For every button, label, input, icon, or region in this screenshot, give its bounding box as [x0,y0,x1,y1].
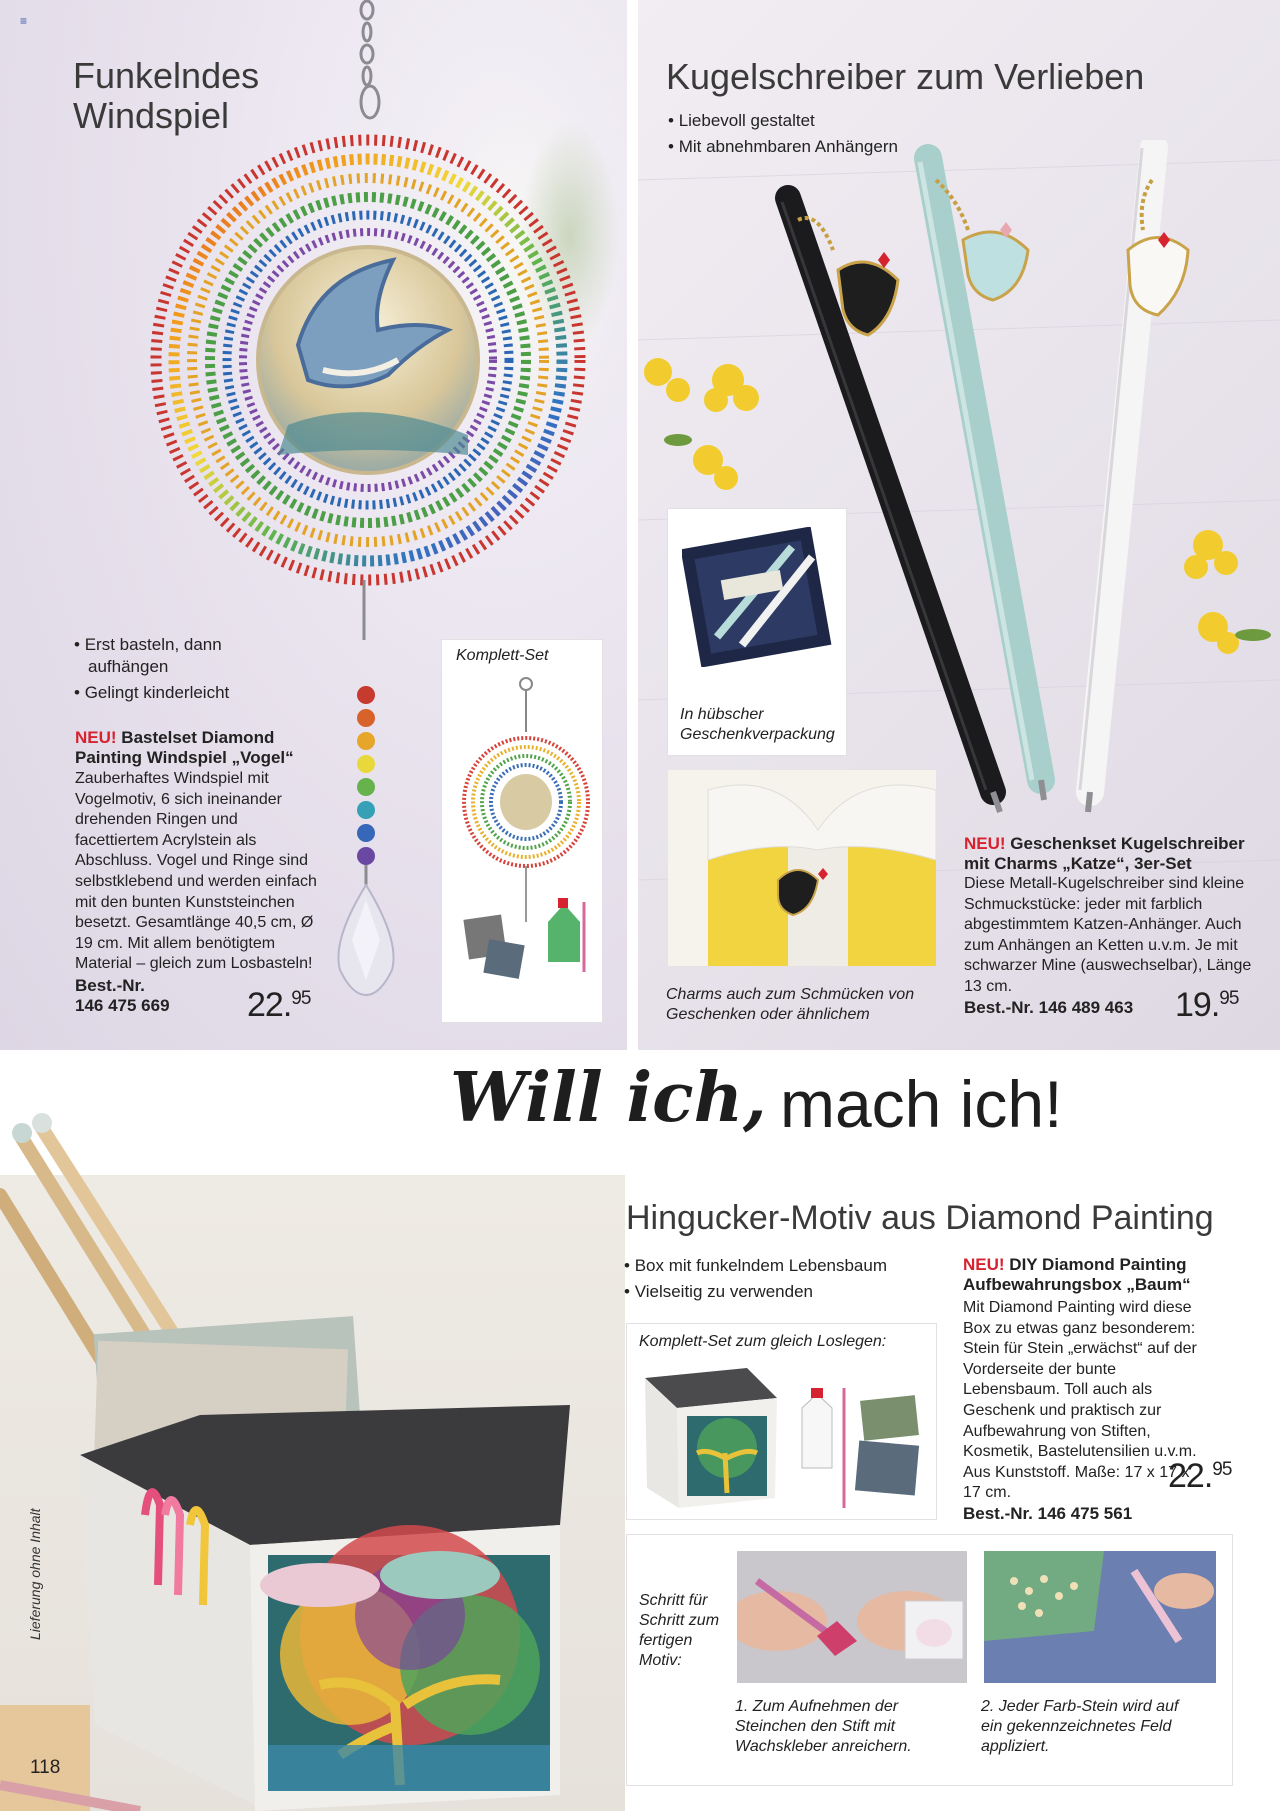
box-title: Hingucker-Motiv aus Diamond Painting [626,1199,1214,1237]
windspiel-title [73,56,259,136]
set-caption: Komplett-Set [456,647,549,664]
step1-photo [737,1551,967,1683]
set-contents-image [456,672,591,1012]
order-number: Best.-Nr. 146 489 463 [964,997,1134,1017]
storage-box-image [0,1025,625,1811]
product-name-text: DIY Diamond Painting Aufbewahrungsbox „Baum“ [963,1255,1191,1294]
steps-card [627,1535,1232,1785]
steps-intro: Schritt für Schritt zum fertigen Motiv: [639,1592,720,1669]
step2-image [984,1551,1216,1683]
pens-title: Kugelschreiber zum Verlieben [666,56,1145,97]
price-main: 22. [1168,1457,1213,1495]
box-set-contents-image [637,1358,929,1518]
packaging-caption: In hübscher Geschenkverpackung [680,706,835,743]
price-cents: 95 [291,988,311,1009]
order-label: Best.-Nr. [75,975,145,995]
windspiel-title-line2: Windspiel [73,95,230,136]
box-section [0,1175,625,1811]
product-description: Diese Metall-Kugelschreiber sind kleine Schmuckstücke: jeder mit farblich abgestimmtem Katzen-Anhänger. Auch zum Anhängen an Ketten u.v.m. Je mit schwarzer Mine (auswechselbar), Länge 13 cm. [964,875,1252,995]
product-description: Mit Diamond Painting wird diese Box zu etwas ganz besonderem: Stein für Stein „erwächst“ auf der Vorderseite der bunte Lebensbaum. Toll auch als Geschenk und praktisch zur Aufbewahrung von Stiften, Kosmetik, Bastelutensilien u.v.m. Aus Kunststoff. Maße: 17 x 17 x 17 cm. [963,1299,1197,1502]
new-badge: NEU! [75,728,117,747]
corner-mark: ≡ [20,14,28,28]
step1-image [737,1551,967,1683]
product-name [963,1255,1205,1295]
order-number: Best.-Nr. 146 475 561 [963,1503,1133,1523]
step1-text: 1. Zum Aufnehmen der Steinchen den Stift mit Wachskleber anreichern. [735,1698,912,1755]
side-note-wrapper [27,1508,47,1641]
windspiel-bullets [74,634,274,704]
bullet-item: • Erst basteln, dann aufhängen [74,634,274,678]
price-cents: 95 [1212,1459,1232,1480]
windspiel-set-card [442,640,602,1022]
pens-price [1175,986,1238,1025]
pens-bullets [668,108,898,160]
price-main: 19. [1175,986,1220,1024]
bullet-item: • Vielseitig zu verwenden [624,1279,887,1305]
box-bullets [624,1253,887,1305]
pens-section [638,0,1280,1050]
wind-spinner-image [148,125,588,640]
bullet-item: • Mit abnehmbaren Anhängern [668,134,898,160]
product-name-text: Bastelset Diamond Painting Windspiel „Vogel“ [75,728,294,767]
headline-script: Will ich, [450,1058,767,1138]
charms-caption: Charms auch zum Schmücken von Geschenken oder ähnlichem [666,986,915,1023]
gift-box-image [682,527,832,667]
box-price [1168,1457,1231,1496]
bullet-item: • Box mit funkelndem Lebensbaum [624,1253,887,1279]
new-badge: NEU! [964,834,1006,853]
product-name-text: Geschenkset Kugelschreiber mit Charms „Katze“, 3er-Set [964,834,1245,873]
charms-photo [668,770,936,966]
product-description: Zauberhaftes Windspiel mit Vogelmotiv, 6 sich ineinander drehenden Ringen und facettiertem Acrylstein als Abschluss. Vogel und Ringe sind selbstklebend und werden einfach mit den bunten Kunststeinchen besetzt. Gesamtlänge 40,5 cm, Ø 19 cm. Mit allem benötigtem Material – gleich zum Losbasteln! [75,770,317,973]
step2-text: 2. Jeder Farb-Stein wird auf ein gekennzeichnetes Feld appliziert. [981,1698,1179,1755]
crystal-drop-image [330,640,410,1000]
product-name [75,728,320,768]
price-main: 22. [247,986,292,1024]
windspiel-title-line1: Funkelndes [73,55,260,96]
gift-with-charm-image [668,770,936,966]
order-number: 146 475 669 [75,995,170,1015]
bullet-item: • Gelingt kinderleicht [74,682,274,704]
product-name [964,834,1254,874]
headline-plain: mach ich! [780,1067,1063,1141]
new-badge: NEU! [963,1255,1005,1274]
set-caption: Komplett-Set zum gleich Loslegen: [639,1333,887,1350]
windspiel-price [247,986,310,1025]
chain-image [340,0,400,130]
price-cents: 95 [1219,988,1239,1009]
windspiel-section [0,0,627,1050]
side-note: Lieferung ohne Inhalt [27,1508,43,1640]
bullet-item: • Liebevoll gestaltet [668,108,898,134]
box-set-card [627,1324,936,1519]
packaging-card [668,509,846,755]
windspiel-product-text [75,728,320,1016]
page-number: 118 [30,1757,61,1778]
step2-photo [984,1551,1216,1683]
